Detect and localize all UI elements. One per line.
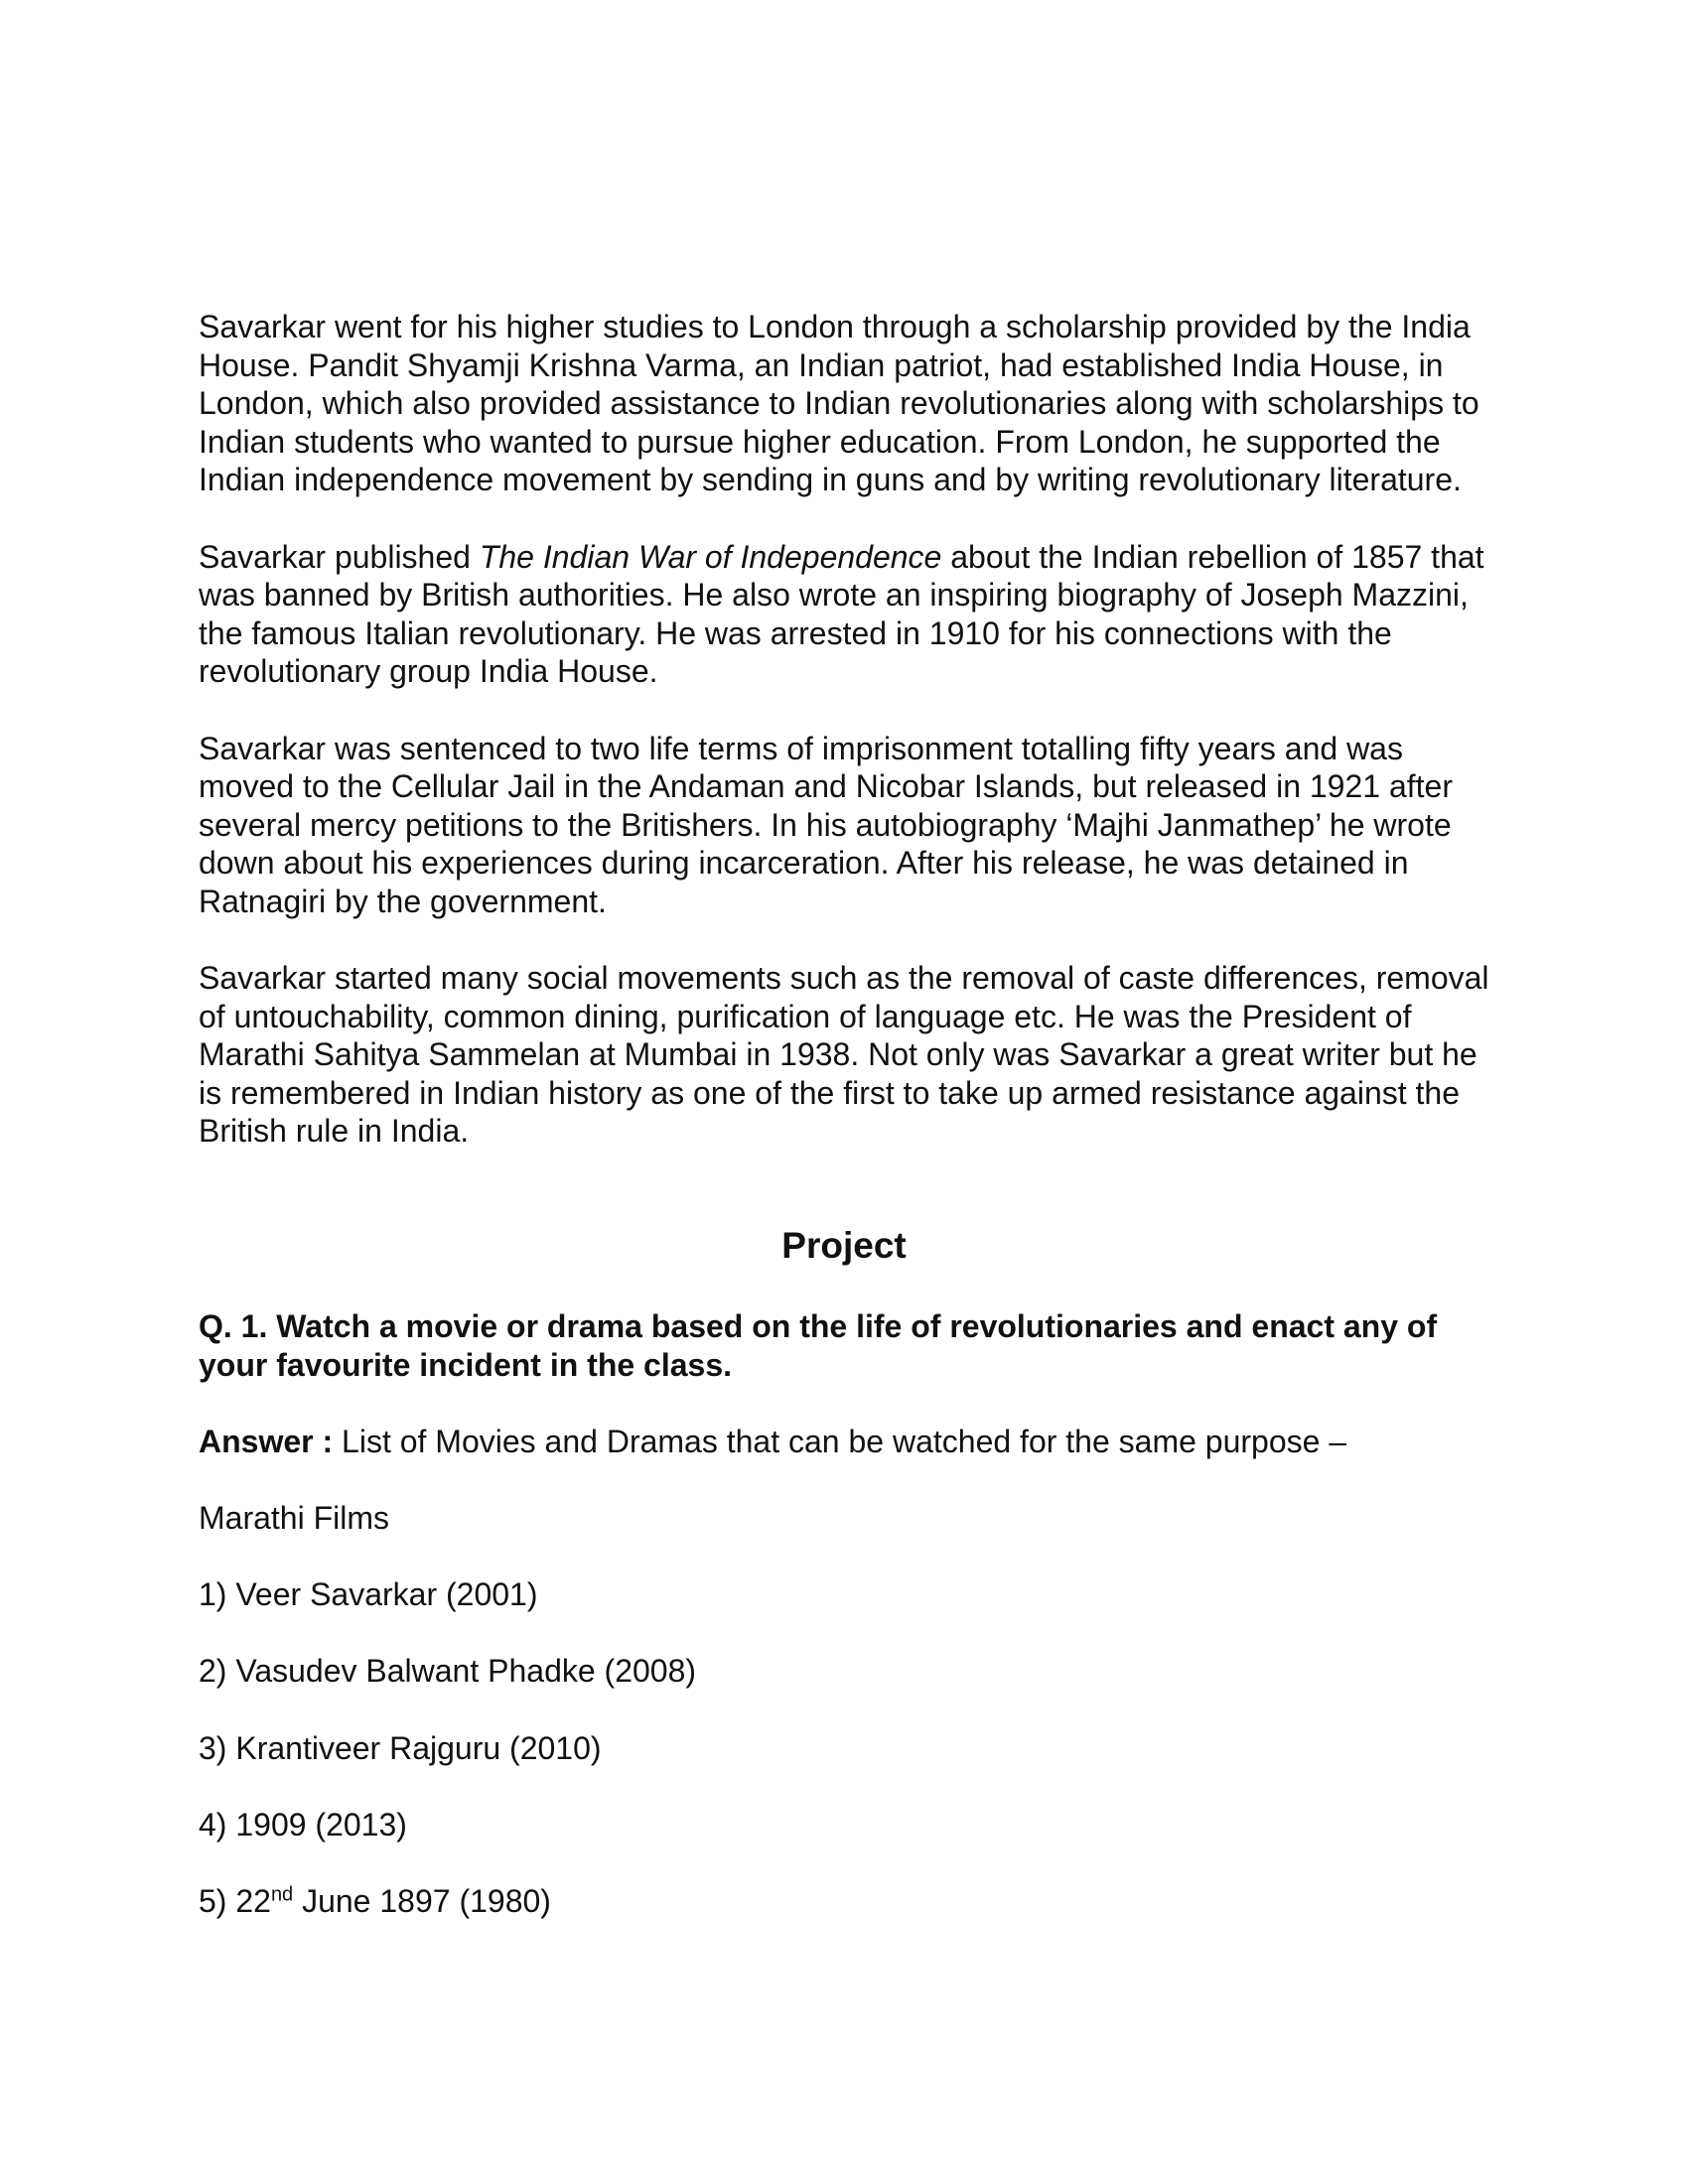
subheading-marathi-films: Marathi Films	[199, 1500, 390, 1537]
list-item-4: 4) 1909 (2013)	[199, 1806, 407, 1843]
answer	[199, 1423, 1489, 1461]
paragraph-war-of-independence	[199, 538, 1489, 691]
paragraph-cellular-jail: Savarkar was sentenced to two life terms of imprisonment totalling fifty years and was moved to the Cellular Jail in the Andaman and Nicobar Islands, but released in 1921 after several mercy petitions to the Britishers. In his autobiography ‘Majhi Janmathep’ he wrote down about his experiences during incarceration. After his release, he was detained in Ratnagiri by the government.	[199, 730, 1453, 919]
document-page	[199, 308, 1489, 1959]
list-item-text: 5) 22	[199, 1882, 271, 1919]
answer-text: List of Movies and Dramas that can be watched for the same purpose –	[333, 1423, 1347, 1459]
book-title: The Indian War of Independence	[479, 538, 942, 575]
list-item-1: 1) Veer Savarkar (2001)	[199, 1576, 538, 1613]
list-item-2: 2) Vasudev Balwant Phadke (2008)	[199, 1653, 697, 1690]
answer-label: Answer :	[199, 1423, 334, 1459]
ordinal-suffix: nd	[270, 1883, 294, 1906]
paragraph-text: Savarkar published	[199, 538, 480, 575]
paragraph-social-movements: Savarkar started many social movements such as the removal of caste differences, removal of untouchability, common dining, purification of language etc. He was the President of Marathi Sahitya Sammelan at Mumbai in 1938. Not only was Savarkar a great writer but he is remembered in Indian history as one of the first to take up armed resistance against the British rule in India.	[199, 960, 1489, 1150]
list-item-5	[199, 1882, 1489, 1921]
section-heading-project: Project	[781, 1225, 907, 1267]
paragraph-text: about the Indian rebellion of 1857 that was banned by British authorities. He also wrote an inspiring biography of Joseph Mazzini, the famous Italian revolutionary. He was arrested in 1910 for his connections with the revolutionary group India House.	[199, 538, 1484, 690]
question-1: Q. 1. Watch a movie or drama based on the life of revolutionaries and enact any of your favourite incident in the class.	[199, 1308, 1438, 1383]
list-item-text: June 1897 (1980)	[293, 1882, 551, 1919]
list-item-3: 3) Krantiveer Rajguru (2010)	[199, 1729, 602, 1766]
paragraph-india-house: Savarkar went for his higher studies to London through a scholarship provided by the India House. Pandit Shyamji Krishna Varma, an Indian patriot, had established India House, in London, which also provided assistance to Indian revolutionaries along with scholarships to Indian students who wanted to pursue higher education. From London, he supported the Indian independence movement by sending in guns and by writing revolutionary literature.	[199, 309, 1479, 498]
